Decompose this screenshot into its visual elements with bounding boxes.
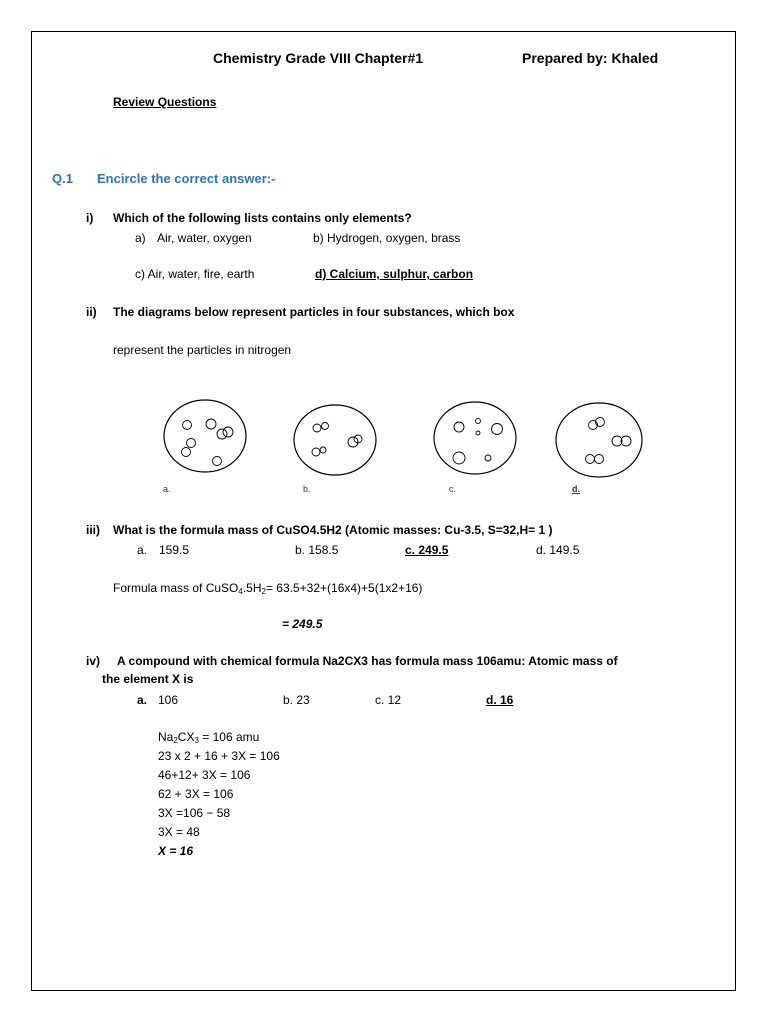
- diagram-d: [556, 403, 642, 477]
- diagram-label-d-answer: d.: [572, 484, 580, 494]
- q-iv-question-line2: the element X is: [102, 672, 194, 686]
- q-i-option-c: c) Air, water, fire, earth: [135, 267, 255, 281]
- q-i-option-b: b) Hydrogen, oxygen, brass: [313, 231, 461, 245]
- q-iv-step-2: 23 x 2 + 16 + 3X = 106: [158, 749, 280, 763]
- q-ii-number: ii): [86, 305, 97, 319]
- q-iv-number: iv): [86, 654, 101, 668]
- q-i-option-a-letter: a): [135, 231, 146, 245]
- diagram-label-b: b.: [303, 484, 311, 494]
- q-ii-question-line2: represent the particles in nitrogen: [113, 343, 292, 357]
- diagram-c: [434, 402, 516, 474]
- q-i-number: i): [86, 211, 94, 225]
- q-iv-option-d-answer: d. 16: [486, 693, 514, 707]
- q-iv-option-c: c. 12: [375, 693, 402, 707]
- review-questions-heading: Review Questions: [113, 95, 217, 109]
- q-iii-option-a: 159.5: [159, 543, 190, 557]
- q-iv-step-3: 46+12+ 3X = 106: [158, 768, 251, 782]
- q-iv-option-b: b. 23: [283, 693, 310, 707]
- q-iii-question: What is the formula mass of CuSO4.5H2 (Atomic masses: Cu-3.5, S=32,H= 1 ): [113, 523, 553, 537]
- q-i-question: Which of the following lists contains only elements?: [113, 211, 412, 225]
- q-iii-result: = 249.5: [282, 617, 323, 631]
- q-iv-question: A compound with chemical formula Na2CX3 has formula mass 106amu: Atomic mass of: [117, 654, 618, 668]
- q-iii-option-d: d. 149.5: [536, 543, 580, 557]
- doc-title: Chemistry Grade VIII Chapter#1: [213, 50, 424, 66]
- diagram-b: [294, 405, 376, 475]
- q1-instruction: Encircle the correct answer:-: [97, 171, 276, 186]
- q-i-option-d-answer: d) Calcium, sulphur, carbon: [315, 267, 474, 281]
- q1-number: Q.1: [52, 171, 73, 186]
- q-iv-answer: X = 16: [158, 844, 194, 858]
- q-iii-option-c-answer: c. 249.5: [405, 543, 449, 557]
- diagram-a: [164, 400, 246, 472]
- q-ii-question: The diagrams below represent particles in four substances, which box: [113, 305, 515, 319]
- q-iv-step-4: 62 + 3X = 106: [158, 787, 234, 801]
- diagram-label-c: c.: [449, 484, 457, 494]
- q-iii-option-a-letter: a.: [137, 543, 148, 557]
- q-iii-working: Formula mass of $CuSO_4.5H_2= 63.5+32+(16x4)+5(1x2+16)$: [113, 581, 423, 596]
- q-iii-option-b: b. 158.5: [295, 543, 339, 557]
- q-iv-step-6: 3X = 48: [158, 825, 200, 839]
- particle-diagrams: [150, 398, 650, 488]
- q-iv-option-a: 106: [158, 693, 179, 707]
- q-iv-step-5: 3X =106 − 58: [158, 806, 231, 820]
- q-i-option-a: Air, water, oxygen: [157, 231, 252, 245]
- q-iv-step-1: $Na_2CX_3 = 106$ amu: [158, 730, 260, 745]
- doc-author: Prepared by: Khaled: [522, 50, 659, 66]
- diagram-label-a: a.: [163, 484, 171, 494]
- q-iv-option-a-letter: a.: [137, 693, 148, 707]
- q-iii-number: iii): [86, 523, 100, 537]
